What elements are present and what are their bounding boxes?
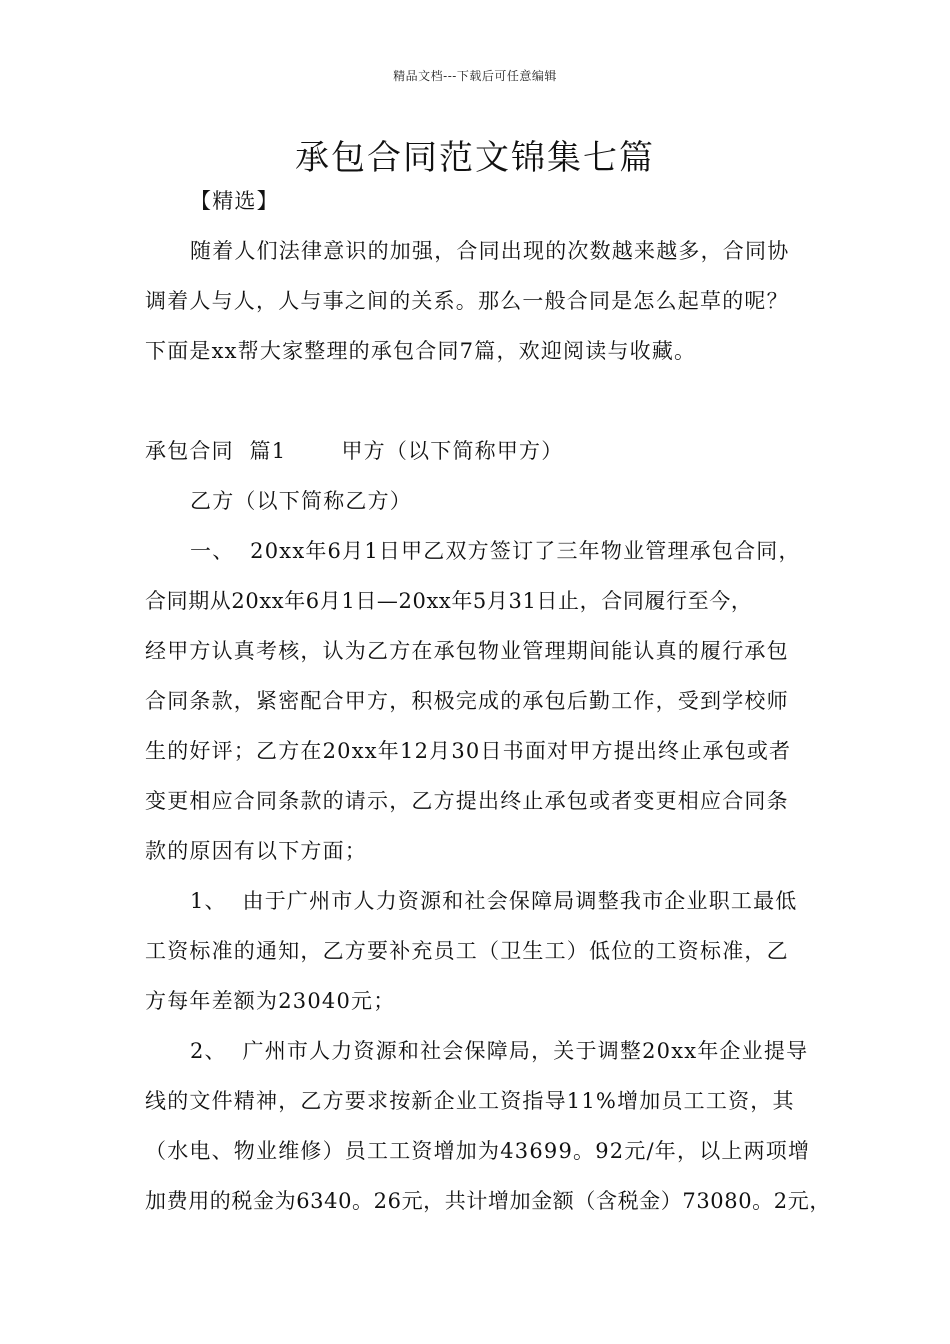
intro-line-3: 下面是xx帮大家整理的承包合同7篇，欢迎阅读与收藏。 xyxy=(145,339,697,363)
item-2-line-3: （水电、物业维修）员工工资增加为43699。92元/年，以上两项增 xyxy=(145,1139,811,1163)
page-header: 精品文档---下载后可任意编辑 xyxy=(393,69,557,83)
clause-1-line-6: 变更相应合同条款的请示，乙方提出终止承包或者变更相应合同条 xyxy=(145,789,789,813)
item-2-line-4: 加费用的税金为6340。26元，共计增加金额（含税金）73080。2元， xyxy=(145,1189,831,1213)
intro-line-1: 随着人们法律意识的加强，合同出现的次数越来越多，合同协 xyxy=(190,239,790,263)
subtitle-tag: 【精选】 xyxy=(190,189,279,213)
item-2-line-1: 2、 广州市人力资源和社会保障局，关于调整20xx年企业提导 xyxy=(190,1039,809,1063)
item-1-line-1: 1、 由于广州市人力资源和社会保障局调整我市企业职工最低 xyxy=(190,889,798,913)
clause-1-line-5: 生的好评；乙方在20xx年12月30日书面对甲方提出终止承包或者 xyxy=(145,739,792,763)
item-1-line-2: 工资标准的通知，乙方要补充员工（卫生工）低位的工资标准，乙 xyxy=(145,939,789,963)
party-b-line: 乙方（以下简称乙方） xyxy=(190,489,412,513)
clause-1-line-4: 合同条款，紧密配合甲方，积极完成的承包后勤工作，受到学校师 xyxy=(145,689,789,713)
clause-1-line-2: 合同期从20xx年6月1日—20xx年5月31日止，合同履行至今， xyxy=(145,589,753,613)
intro-line-2: 调着人与人，人与事之间的关系。那么一般合同是怎么起草的呢？ xyxy=(145,289,789,313)
clause-1-line-3: 经甲方认真考核，认为乙方在承包物业管理期间能认真的履行承包 xyxy=(145,639,789,663)
section-heading: 承包合同 篇1 甲方（以下简称甲方） xyxy=(145,439,564,463)
item-1-line-3: 方每年差额为23040元； xyxy=(145,989,396,1013)
clause-1-line-7: 款的原因有以下方面； xyxy=(145,839,367,863)
document-title: 承包合同范文锦集七篇 xyxy=(295,138,655,178)
clause-1-line-1: 一、 20xx年6月1日甲乙双方签订了三年物业管理承包合同， xyxy=(190,539,801,563)
item-2-line-2: 线的文件精神，乙方要求按新企业工资指导11%增加员工工资，其 xyxy=(145,1089,795,1113)
